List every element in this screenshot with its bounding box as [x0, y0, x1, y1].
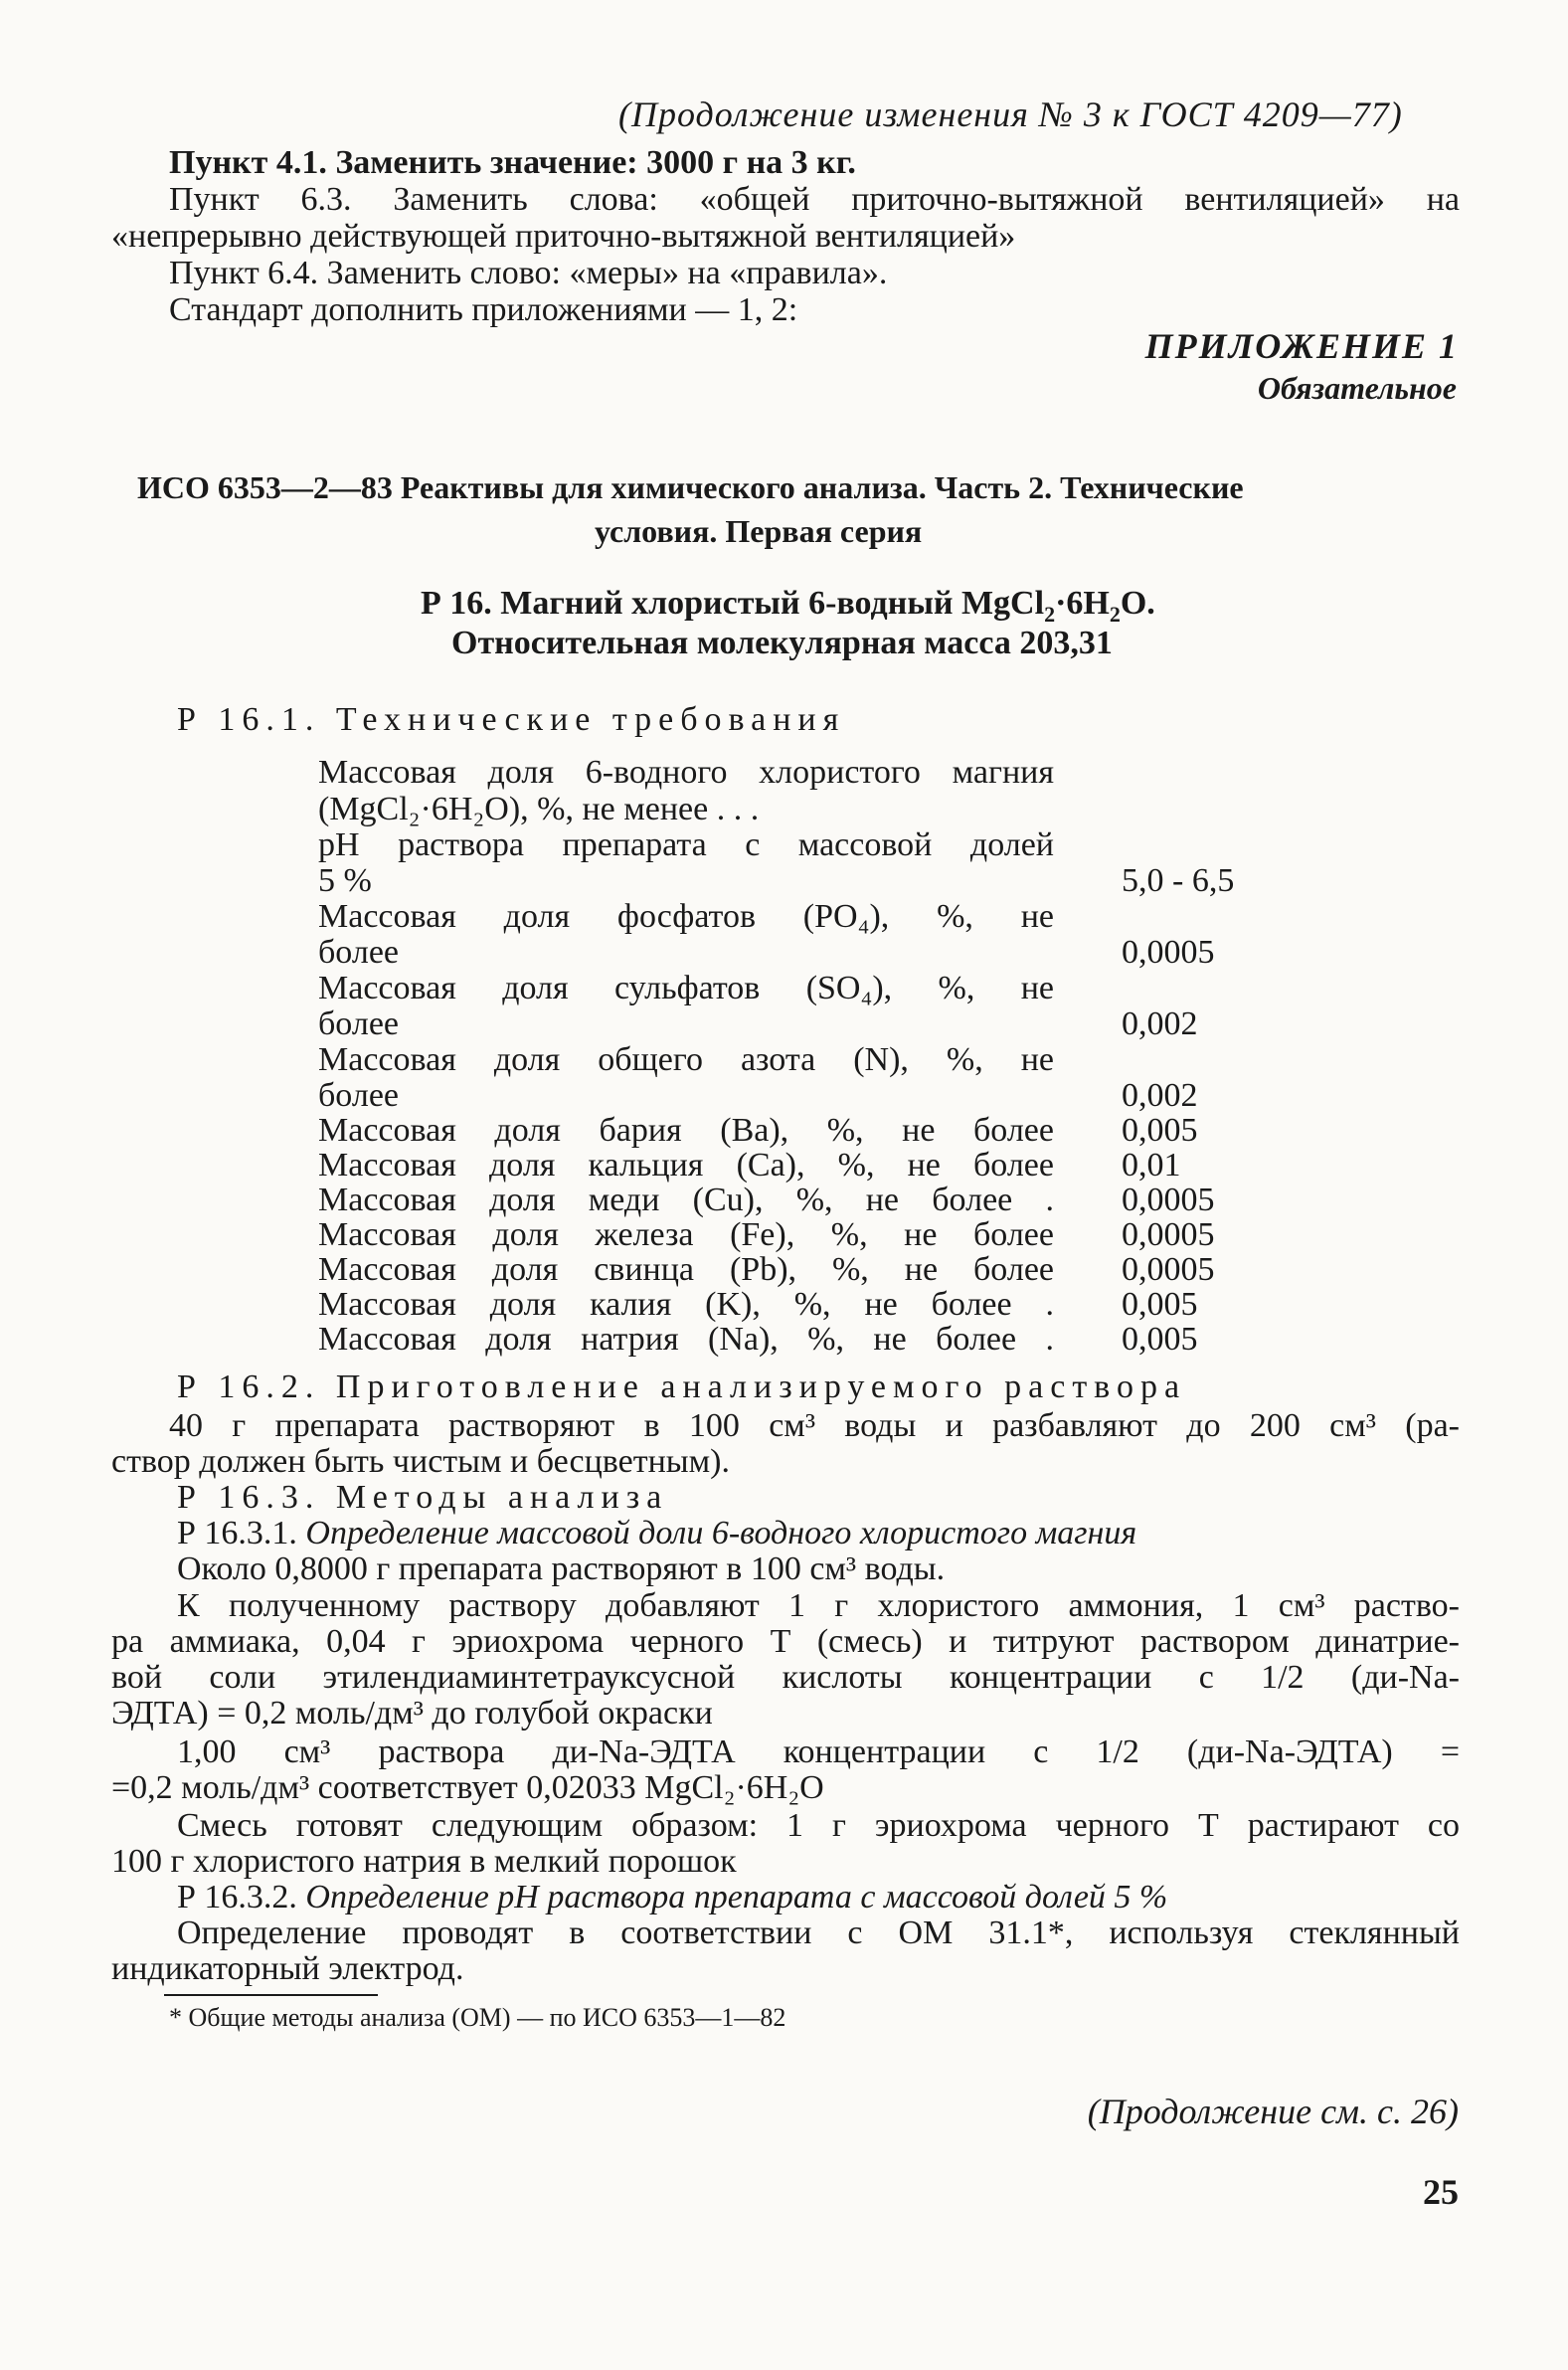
formula-end: O. [1120, 585, 1155, 622]
req-row [318, 862, 1054, 899]
req-value: 0,005 [1122, 1321, 1198, 1358]
continuation-note: (Продолжение см. с. 26) [1087, 2092, 1459, 2131]
req-text: Массовая доля бария (Ba), %, не более [318, 1112, 1054, 1149]
req-text: Массовая доля сульфатов (SO₄), %, не [318, 970, 1054, 1006]
appendix-title: ПРИЛОЖЕНИЕ 1 [1144, 326, 1459, 366]
req-row [318, 1112, 1054, 1149]
req-text: Массовая доля свинца (Pb), %, не более [318, 1251, 1054, 1288]
req-row [318, 970, 1054, 1006]
section-16-2-heading: Р 16.2. Приготовление анализируемого раствора [177, 1368, 1187, 1405]
req-row [318, 1321, 1054, 1358]
req-text: pH раствора препарата с массовой долей [318, 826, 1054, 863]
req-row [318, 754, 1054, 791]
iso-heading-line2: условия. Первая серия [595, 513, 923, 549]
req-value: 0,002 [1122, 1005, 1198, 1042]
req-text: Массовая доля калия (K), %, не более . [318, 1286, 1054, 1323]
running-title: (Продолжение изменения № 3 к ГОСТ 4209—77) [618, 94, 1403, 134]
appendix-status: Обязательное [1257, 370, 1457, 406]
req-text: Массовая доля меди (Cu), %, не более . [318, 1182, 1054, 1218]
req-value: 0,01 [1122, 1147, 1181, 1184]
change-item-6-3-cont: «непрерывно действующей приточно-вытяжной вентиляцией» [111, 218, 1016, 255]
paragraph-line: К полученному раствору добавляют 1 г хлористого аммония, 1 см³ раство- [177, 1587, 1460, 1624]
paragraph-line: =0,2 моль/дм³ соответствует 0,02033 MgCl₂·6H₂O [111, 1769, 824, 1806]
reagent-title [421, 585, 1155, 627]
section-16-2-text: 40 г препарата растворяют в 100 см³ воды и разбавляют до 200 см³ (ра- [169, 1407, 1460, 1444]
req-row [318, 1216, 1054, 1253]
req-text: Массовая доля натрия (Na), %, не более . [318, 1321, 1054, 1358]
req-row [318, 1147, 1054, 1184]
change-item-appendices: Стандарт дополнить приложениями — 1, 2: [169, 291, 798, 328]
req-text: Массовая доля кальция (Ca), %, не более [318, 1147, 1054, 1184]
req-row [318, 1077, 1054, 1114]
paragraph-line: ЭДТА) = 0,2 моль/дм³ до голубой окраски [111, 1695, 713, 1732]
paragraph-line: 1,00 см³ раствора ди-Na-ЭДТА концентрации с 1/2 (ди-Na-ЭДТА) = [177, 1733, 1460, 1770]
section-number: Р 16.3.2. [177, 1879, 297, 1915]
req-value: 0,005 [1122, 1286, 1198, 1323]
section-16-3-1-heading [177, 1515, 1136, 1551]
paragraph-line: индикаторный электрод. [111, 1950, 464, 1987]
change-item-6-4: Пункт 6.4. Заменить слово: «меры» на «правила». [169, 255, 888, 291]
req-text: (MgCl₂·6H₂O), %, не менее . . . [318, 791, 760, 827]
reagent-molecular-mass: Относительная молекулярная масса 203,31 [451, 625, 1113, 661]
req-text: более [318, 934, 399, 971]
formula-subscript: 2 [1109, 601, 1121, 627]
req-text: 5 % [318, 862, 372, 899]
section-16-3-2-heading [177, 1879, 1167, 1915]
paragraph-line: 100 г хлористого натрия в мелкий порошок [111, 1843, 737, 1880]
req-row [318, 934, 1054, 971]
req-text: Массовая доля 6-водного хлористого магния [318, 754, 1054, 791]
footnote: * Общие методы анализа (ОМ) — по ИСО 6353—1—82 [169, 2003, 786, 2032]
section-title: Определение массовой доли 6-водного хлористого магния [305, 1515, 1137, 1551]
paragraph-line: Определение проводят в соответствии с ОМ 31.1*, используя стеклянный [177, 1914, 1460, 1951]
req-text: Массовая доля железа (Fe), %, не более [318, 1216, 1054, 1253]
req-value: 0,005 [1122, 1112, 1198, 1149]
req-row [318, 1286, 1054, 1323]
paragraph-line: вой соли этилендиаминтетрауксусной кислоты концентрации с 1/2 (ди-Na- [111, 1659, 1460, 1696]
section-16-3-heading: Р 16.3. Методы анализа [177, 1479, 669, 1516]
paragraph: Около 0,8000 г препарата растворяют в 100 см³ воды. [177, 1550, 946, 1587]
reagent-title-prefix: Р 16. Магний хлористый 6-водный MgCl [421, 585, 1045, 622]
req-value: 0,0005 [1122, 1251, 1215, 1288]
change-item-6-3: Пункт 6.3. Заменить слова: «общей приточно-вытяжной вентиляцией» на [169, 181, 1460, 218]
req-text: Массовая доля фосфатов (PO₄), %, не [318, 898, 1054, 935]
req-value: 5,0 - 6,5 [1122, 862, 1235, 899]
section-16-2-text-cont: створ должен быть чистым и бесцветным). [111, 1443, 730, 1480]
req-value: 0,0005 [1122, 1216, 1215, 1253]
formula-mid: ·6H [1055, 585, 1110, 622]
footnote-rule [164, 1994, 378, 1996]
req-value: 0,0005 [1122, 934, 1215, 971]
section-number: Р 16.3.1. [177, 1515, 297, 1551]
req-text: Массовая доля общего азота (N), %, не [318, 1041, 1054, 1078]
section-title: Определение pH раствора препарата с массовой долей 5 % [305, 1879, 1168, 1915]
req-row [318, 898, 1054, 935]
req-value: 0,0005 [1122, 1182, 1215, 1218]
req-value: 0,002 [1122, 1077, 1198, 1114]
req-row [318, 826, 1054, 863]
req-row [318, 1005, 1054, 1042]
formula-subscript: 2 [1044, 601, 1056, 627]
req-row [318, 791, 1054, 827]
paragraph-line: Смесь готовят следующим образом: 1 г эриохрома черного Т растирают со [177, 1807, 1460, 1844]
change-item-4-1: Пункт 4.1. Заменить значение: 3000 г на 3 кг. [169, 144, 856, 181]
section-16-1-heading: Р 16.1. Технические требования [177, 701, 846, 738]
req-row [318, 1041, 1054, 1078]
req-text: более [318, 1077, 399, 1114]
req-row [318, 1251, 1054, 1288]
paragraph-line: ра аммиака, 0,04 г эриохрома черного Т (смесь) и титруют раствором динатрие- [111, 1623, 1460, 1660]
req-text: более [318, 1005, 399, 1042]
req-row [318, 1182, 1054, 1218]
iso-heading-line1: ИСО 6353—2—83 Реактивы для химического анализа. Часть 2. Технические [137, 469, 1244, 505]
page-number: 25 [1423, 2172, 1459, 2212]
